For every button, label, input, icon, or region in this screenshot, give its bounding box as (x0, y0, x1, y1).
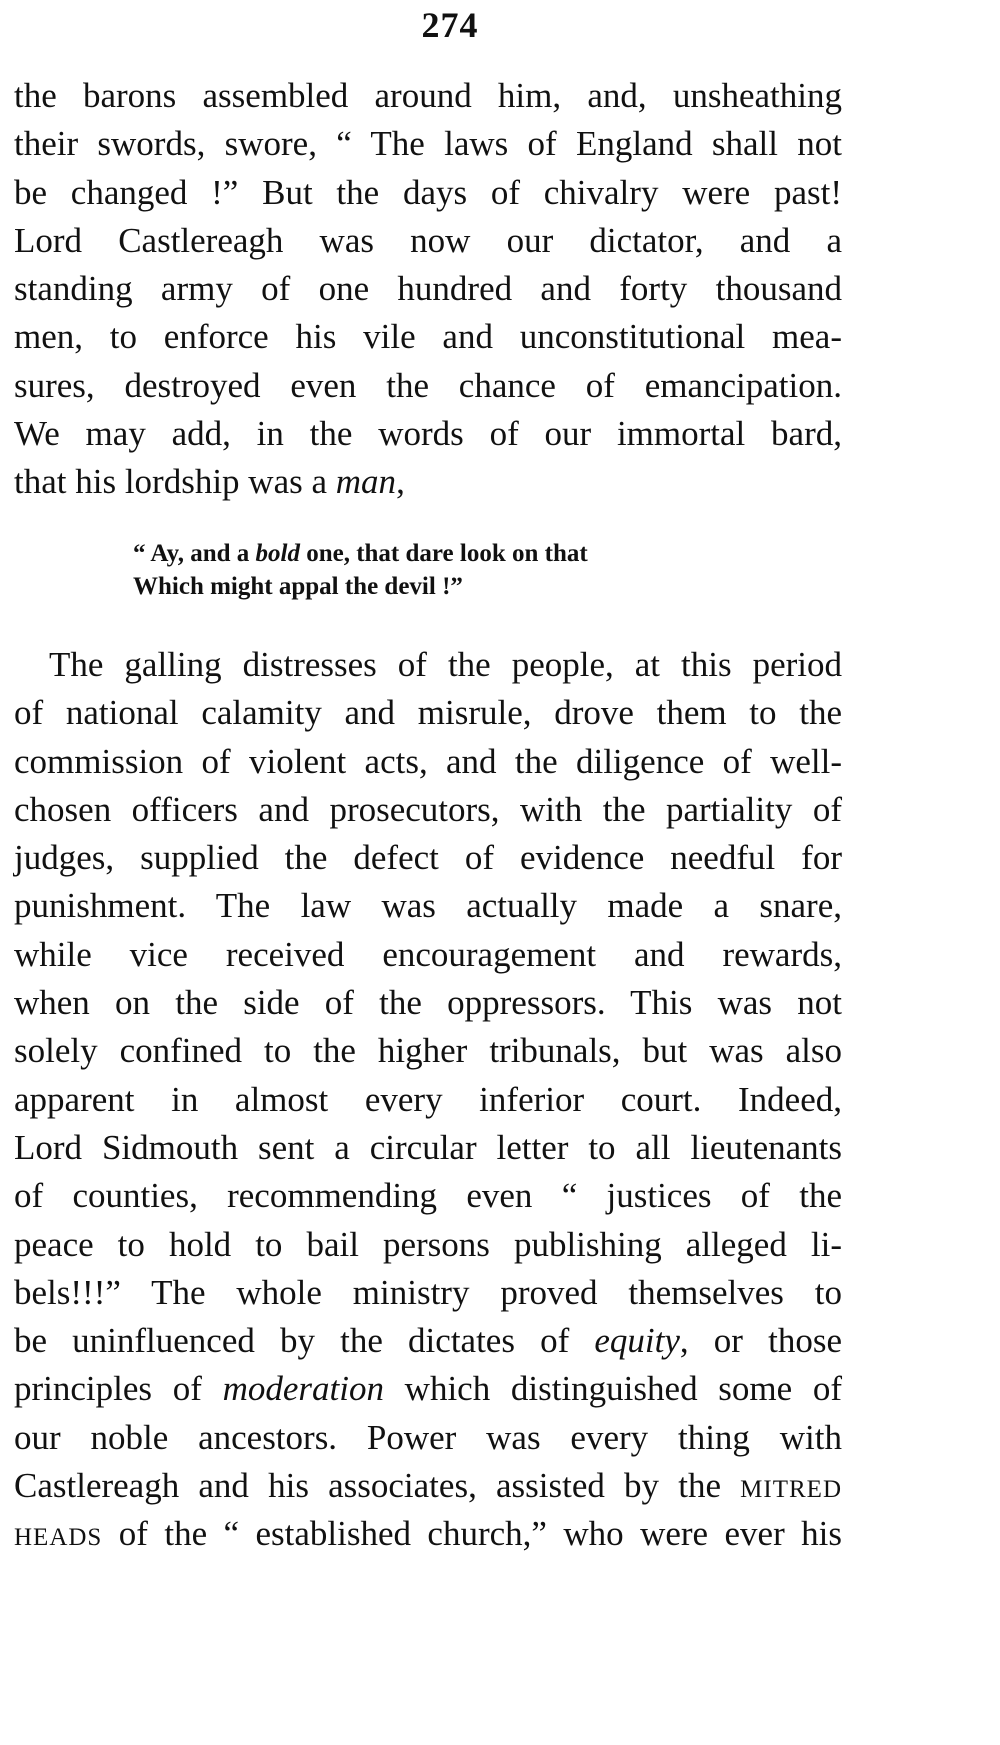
text-fragment: principles of (14, 1369, 223, 1409)
text-line (14, 1510, 842, 1558)
text-line: peace to hold to bail persons publishing alleged li- (14, 1224, 842, 1264)
text-line (14, 1365, 842, 1413)
text-line: bels!!!” The whole ministry proved themselves to (14, 1272, 842, 1312)
italic-word: moderation (222, 1369, 384, 1409)
text-line: while vice received encouragement and rewards, (14, 934, 842, 974)
text-line: men, to enforce his vile and unconstitutional mea- (14, 317, 842, 357)
text-fragment: one, that dare look on that (299, 540, 588, 567)
text-line: Lord Castlereagh was now our dictator, and a (14, 220, 842, 260)
italic-word: bold (255, 540, 300, 567)
paragraph-2 (14, 641, 842, 1559)
text-fragment: , or those (679, 1321, 842, 1361)
text-line: be changed !” But the days of chivalry were past! (14, 172, 842, 212)
text-line: our noble ancestors. Power was every thing with (14, 1417, 842, 1457)
paragraph-1 (14, 72, 842, 507)
quote-line (133, 537, 588, 570)
text-line: Lord Sidmouth sent a circular letter to all lieutenants (14, 1127, 842, 1167)
text-line: the barons assembled around him, and, unsheathing (14, 76, 842, 115)
small-caps-word: heads (14, 1514, 103, 1554)
text-line (14, 1462, 842, 1510)
text-line: their swords, swore, “ The laws of England shall not (14, 124, 842, 164)
text-line: We may add, in the words of our immortal bard, (14, 414, 842, 454)
verse-quotation (133, 537, 588, 603)
text-fragment: “ Ay, and a (133, 540, 256, 567)
text-line: The galling distresses of the people, at this period (49, 645, 842, 684)
text-fragment: Castlereagh and his associates, assisted by the (14, 1466, 741, 1506)
text-fragment: , (396, 462, 405, 502)
text-line: commission of violent acts, and the diligence of well- (14, 741, 842, 781)
text-line: apparent in almost every inferior court. Indeed, (14, 1079, 842, 1119)
text-fragment: that his lordship was a (14, 462, 336, 502)
text-line: punishment. The law was actually made a snare, (14, 886, 842, 926)
text-line: chosen officers and prosecutors, with the partiality of (14, 789, 842, 829)
text-line: standing army of one hundred and forty thousand (14, 269, 842, 309)
text-line: of counties, recommending even “ justices of the (14, 1176, 842, 1216)
text-line: solely confined to the higher tribunals, but was also (14, 1031, 842, 1071)
text-fragment: be uninfluenced by the dictates of (14, 1321, 595, 1361)
page-number: 274 (421, 5, 479, 45)
small-caps-word: mitred (740, 1466, 842, 1506)
text-line (14, 458, 842, 506)
text-line: when on the side of the oppressors. This was not (14, 983, 842, 1023)
text-line: judges, supplied the defect of evidence needful for (14, 838, 842, 878)
text-line: of national calamity and misrule, drove them to the (14, 693, 842, 733)
quote-line: Which might appal the devil !” (133, 573, 463, 600)
text-line: sures, destroyed even the chance of emancipation. (14, 365, 842, 405)
text-line (14, 1317, 842, 1365)
text-fragment: of the “ established church,” who were ever his (102, 1514, 842, 1554)
text-fragment: which distinguished some of (383, 1369, 842, 1409)
italic-word: equity (594, 1321, 680, 1361)
italic-word: man (335, 462, 397, 502)
